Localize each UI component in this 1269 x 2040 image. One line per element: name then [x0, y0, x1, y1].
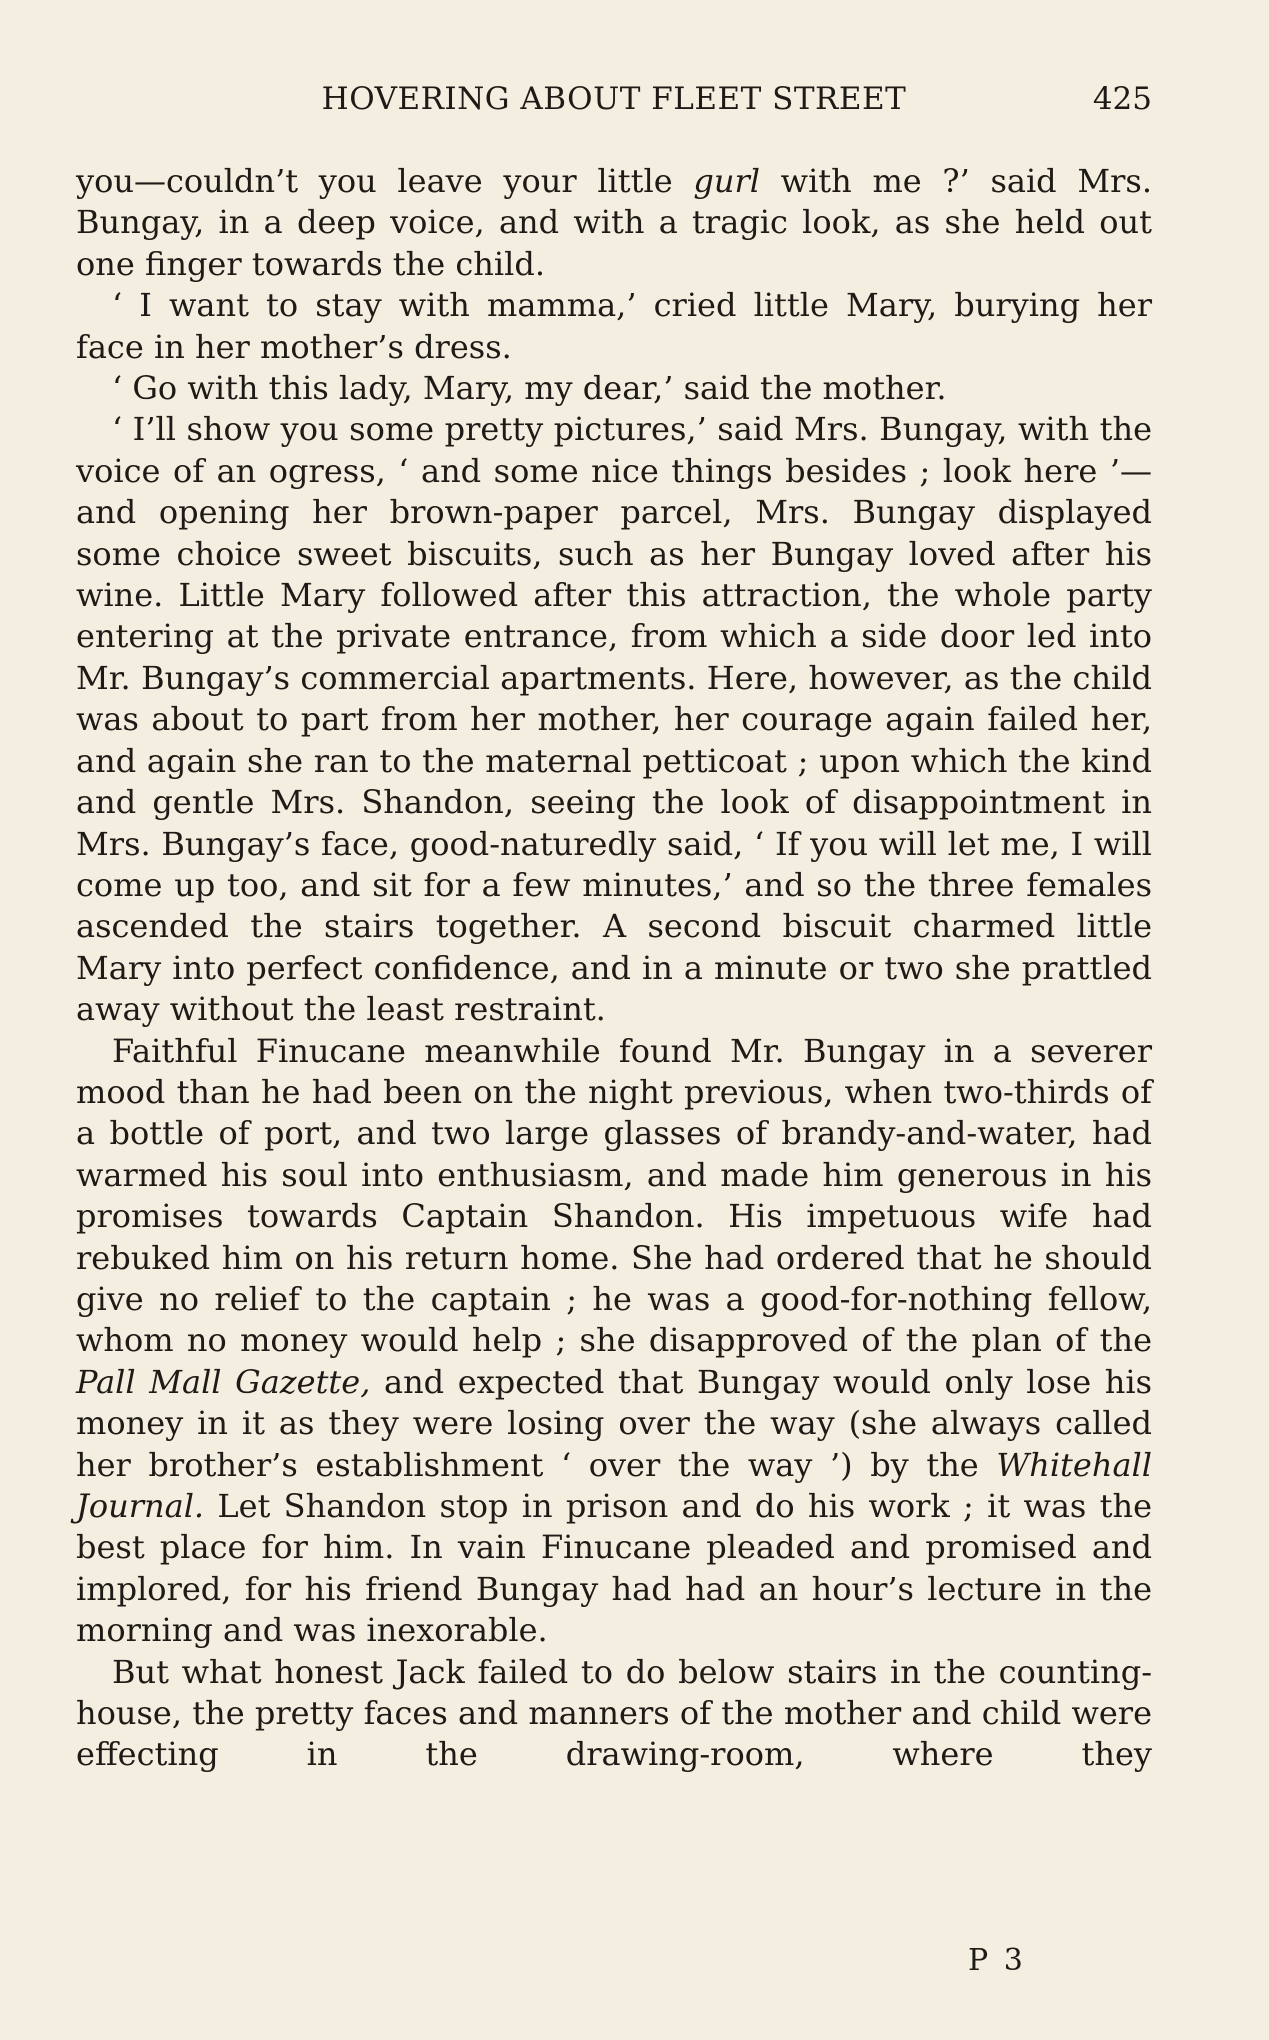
text-run: Faithful Finucane meanwhile found Mr. Bungay in a severer mood than he had been on the night previous, when two-thirds of a bottle of port, and two large glasses of brandy-and-water, had warmed his soul into enthusiasm, and made him generous in his promises towards Captain Shandon. His impetuous wife had rebuked him on his return home. She had ordered that he should give no relief to the captain ; he was a good-for-nothing fellow, whom no money would help ; she disapproved of the plan of the	[76, 1031, 1152, 1360]
paragraph	[76, 368, 1152, 409]
text-run: you—couldn’t you leave your little	[76, 162, 694, 200]
paragraph	[76, 409, 1152, 1030]
italic-text: Pall Mall Gazette,	[76, 1362, 371, 1401]
text-run: and expected that Bungay would only lose his money in it as they were losing over the way (she always called her brother’s establishment ‘ over the way ’) by the	[76, 1362, 1153, 1484]
italic-text: gurl	[693, 162, 760, 200]
text-run: ‘ I want to stay with mamma,’ cried little Mary, burying her face in her mother’s dress.	[76, 286, 1152, 366]
paragraph	[76, 285, 1152, 368]
page-number: 425	[1092, 81, 1152, 117]
printer-signature-mark: P 3	[968, 1943, 1026, 1978]
italic-text: Whitehall Journal.	[76, 1445, 1152, 1525]
text-run: with me ?’ said Mrs. Bungay, in a deep voice, and with a tragic look, as she held out one finger towards the child.	[76, 162, 1153, 283]
paragraph	[76, 1031, 1152, 1652]
paragraph	[76, 1652, 1152, 1776]
body-text	[76, 161, 1152, 1776]
running-head	[76, 74, 1152, 124]
text-run: ‘ I’ll show you some pretty pictures,’ said Mrs. Bungay, with the voice of an ogress, ‘ and some nice things besides ; look here ’—and opening her brown-paper parcel, Mrs. Bungay displayed some choice sweet biscuits, such as her Bungay loved after his wine. Little Mary followed after this attraction, the whole party entering at the private entrance, from which a side door led into Mr. Bungay’s commercial apartments. Here, however, as the child was about to part from her mother, her courage again failed her, and again she ran to the maternal petticoat ; upon which the kind and gentle Mrs. Shandon, seeing the look of disappointment in Mrs. Bungay’s face, good-naturedly said, ‘ If you will let me, I will come up too, and sit for a few minutes,’ and so the three females ascended the stairs together. A second biscuit charmed little Mary into perfect confidence, and in a minute or two she prattled away without the least restraint.	[76, 410, 1152, 1029]
text-run: Let Shandon stop in prison and do his work ; it was the best place for him. In vain Finucane pleaded and promised and implored, for his friend Bungay had had an hour’s lecture in the morning and was inexorable.	[76, 1487, 1152, 1650]
paragraph	[76, 161, 1152, 285]
text-run: ‘ Go with this lady, Mary, my dear,’ said the mother.	[112, 369, 947, 408]
text-run: But what honest Jack failed to do below stairs in the counting-house, the pretty faces and manners of the mother and child were effecting in the drawing-room, where they	[76, 1652, 1152, 1774]
running-title: HOVERING ABOUT FLEET STREET	[321, 81, 907, 117]
